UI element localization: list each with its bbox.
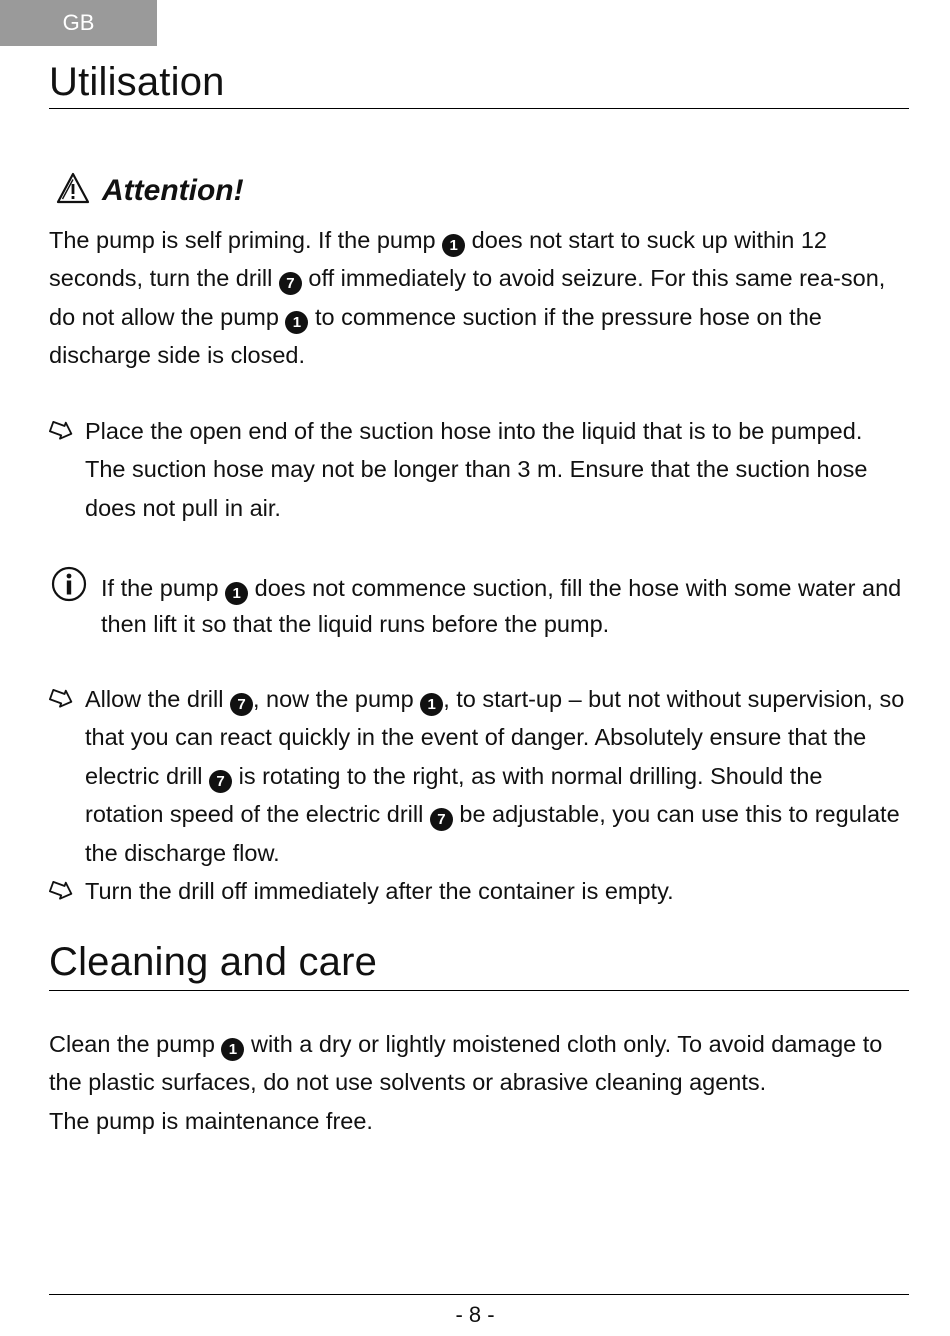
info-note [51, 566, 911, 642]
section-title-utilisation: Utilisation [49, 60, 225, 104]
part-number-badge: 1 [442, 234, 465, 257]
part-number-badge: 7 [279, 272, 302, 295]
hollow-arrow-icon [49, 680, 85, 872]
attention-heading [56, 172, 244, 209]
hollow-arrow-icon [49, 412, 85, 527]
cleaning-paragraph: Clean the pump 1 with a dry or lightly moistened cloth only. To avoid damage to the plastic surfaces, do not use solvents or abrasive cleaning agents. The pump is maintenance free. [49, 1031, 883, 1134]
part-number-badge: 1 [420, 693, 443, 716]
part-number-badge: 7 [430, 808, 453, 831]
part-number-badge: 1 [221, 1038, 244, 1061]
instruction-step [49, 412, 909, 527]
part-number-badge: 7 [230, 693, 253, 716]
instruction-text: Turn the drill off immediately after the container is empty. [85, 878, 674, 904]
title-underline [49, 990, 909, 991]
warning-triangle-icon [56, 172, 90, 209]
section-title-cleaning: Cleaning and care [49, 940, 378, 984]
info-circle-icon [51, 566, 101, 642]
attention-paragraph: The pump is self priming. If the pump 1 does not start to suck up within 12 seconds, turn the drill 7 off immediately to avoid seizure. For this same rea-son, do not allow the pump 1 to commence suction if the pressure hose on the discharge side is closed. [49, 227, 886, 369]
title-underline [49, 108, 909, 109]
attention-title: Attention! [102, 173, 244, 207]
language-tab: GB [0, 0, 157, 46]
part-number-badge: 7 [209, 770, 232, 793]
footer-rule [49, 1294, 909, 1295]
info-text: If the pump 1 does not commence suction, fill the hose with some water and then lift it so that the liquid runs before the pump. [101, 575, 902, 637]
instruction-text: Place the open end of the suction hose into the liquid that is to be pumped. The suction hose may not be longer than 3 m. Ensure that the suction hose does not pull in air. [85, 418, 868, 521]
part-number-badge: 1 [225, 582, 248, 605]
part-number-badge: 1 [285, 311, 308, 334]
instruction-text: Allow the drill 7 , now the pump 1 , to start-up – but not without supervision, so that you can react quickly in the event of danger. Absolutely ensure that the electric drill 7 is rotating to the right, as with normal drilling. Should the rotation speed of the electric drill 7 be adjustable, you can use this to regulate the discharge flow. [85, 686, 905, 866]
page-number: - 8 - [455, 1302, 495, 1327]
hollow-arrow-icon [49, 872, 85, 910]
instruction-step [49, 872, 909, 910]
instruction-step [49, 680, 909, 872]
